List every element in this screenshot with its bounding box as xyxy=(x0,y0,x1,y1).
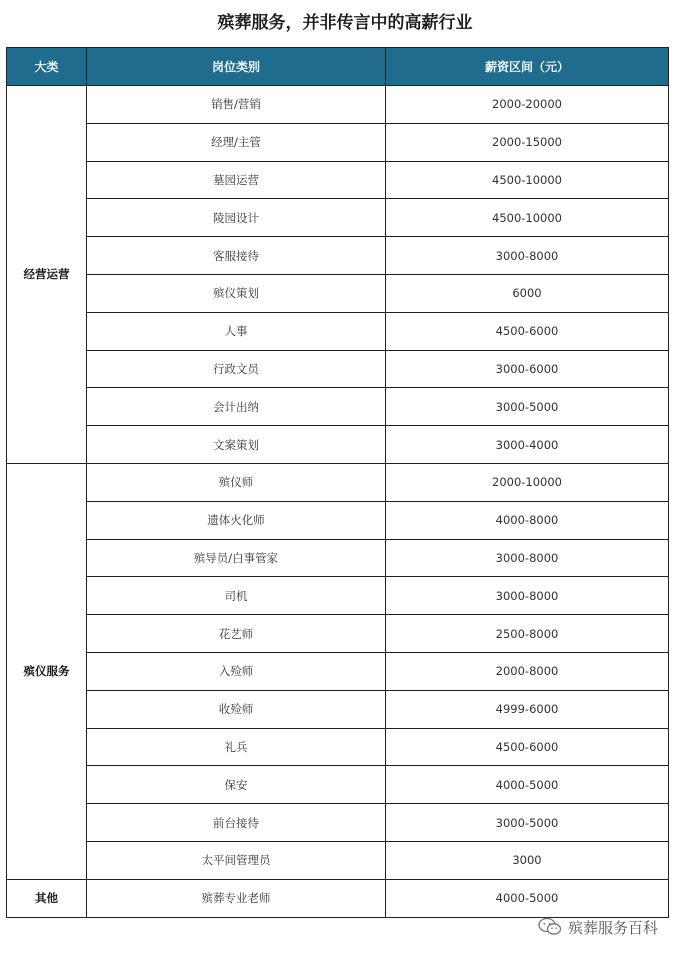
salary-cell: 3000-5000 xyxy=(386,804,669,842)
position-cell: 殡仪师 xyxy=(87,463,386,501)
salary-cell: 4000-5000 xyxy=(386,766,669,804)
salary-cell: 2500-8000 xyxy=(386,615,669,653)
table-header-row xyxy=(7,48,669,86)
table-row xyxy=(7,652,669,690)
salary-cell: 3000-8000 xyxy=(386,539,669,577)
table-row xyxy=(7,199,669,237)
table-row xyxy=(7,728,669,766)
salary-cell: 2000-20000 xyxy=(386,86,669,124)
salary-cell: 3000-8000 xyxy=(386,577,669,615)
position-cell: 会计出纳 xyxy=(87,388,386,426)
table-row xyxy=(7,426,669,464)
position-cell: 文案策划 xyxy=(87,426,386,464)
table-row xyxy=(7,350,669,388)
position-cell: 人事 xyxy=(87,312,386,350)
header-salary: 薪资区间（元） xyxy=(386,48,669,86)
position-cell: 殡葬专业老师 xyxy=(87,879,386,917)
table-row xyxy=(7,312,669,350)
table-row xyxy=(7,274,669,312)
salary-cell: 3000-5000 xyxy=(386,388,669,426)
position-cell: 陵园设计 xyxy=(87,199,386,237)
salary-cell: 3000-8000 xyxy=(386,237,669,275)
salary-cell: 4000-5000 xyxy=(386,879,669,917)
table-row xyxy=(7,690,669,728)
table-row xyxy=(7,463,669,501)
salary-cell: 3000 xyxy=(386,841,669,879)
position-cell: 殡导员/白事管家 xyxy=(87,539,386,577)
position-cell: 遗体火化师 xyxy=(87,501,386,539)
salary-cell: 4500-10000 xyxy=(386,199,669,237)
salary-cell: 2000-10000 xyxy=(386,463,669,501)
salary-table xyxy=(6,47,669,918)
table-body xyxy=(7,86,669,918)
salary-cell: 3000-4000 xyxy=(386,426,669,464)
position-cell: 客服接待 xyxy=(87,237,386,275)
category-cell: 其他 xyxy=(7,879,87,917)
position-cell: 入殓师 xyxy=(87,652,386,690)
salary-cell: 4000-8000 xyxy=(386,501,669,539)
salary-cell: 2000-8000 xyxy=(386,652,669,690)
position-cell: 礼兵 xyxy=(87,728,386,766)
table-row xyxy=(7,577,669,615)
watermark xyxy=(538,916,658,938)
table-row xyxy=(7,86,669,124)
salary-cell: 6000 xyxy=(386,274,669,312)
position-cell: 经理/主管 xyxy=(87,123,386,161)
position-cell: 保安 xyxy=(87,766,386,804)
table-row xyxy=(7,804,669,842)
position-cell: 司机 xyxy=(87,577,386,615)
salary-cell: 4999-6000 xyxy=(386,690,669,728)
table-row xyxy=(7,388,669,426)
header-position: 岗位类别 xyxy=(87,48,386,86)
table-row xyxy=(7,161,669,199)
position-cell: 殡仪策划 xyxy=(87,274,386,312)
header-category: 大类 xyxy=(7,48,87,86)
table-row xyxy=(7,879,669,917)
salary-cell: 4500-6000 xyxy=(386,728,669,766)
position-cell: 前台接待 xyxy=(87,804,386,842)
table-row xyxy=(7,615,669,653)
watermark-text: 殡葬服务百科 xyxy=(568,918,659,937)
position-cell: 行政文员 xyxy=(87,350,386,388)
table-row xyxy=(7,766,669,804)
salary-cell: 4500-10000 xyxy=(386,161,669,199)
position-cell: 墓园运营 xyxy=(87,161,386,199)
table-row xyxy=(7,123,669,161)
salary-cell: 2000-15000 xyxy=(386,123,669,161)
position-cell: 销售/营销 xyxy=(87,86,386,124)
salary-cell: 4500-6000 xyxy=(386,312,669,350)
category-cell: 殡仪服务 xyxy=(7,463,87,879)
position-cell: 花艺师 xyxy=(87,615,386,653)
position-cell: 收殓师 xyxy=(87,690,386,728)
position-cell: 太平间管理员 xyxy=(87,841,386,879)
page-title: 殡葬服务，并非传言中的高薪行业 xyxy=(217,13,473,33)
table-row xyxy=(7,501,669,539)
table-row xyxy=(7,841,669,879)
salary-cell: 3000-6000 xyxy=(386,350,669,388)
table-row xyxy=(7,539,669,577)
category-cell: 经营运营 xyxy=(7,86,87,464)
table-row xyxy=(7,237,669,275)
wechat-icon xyxy=(538,917,562,937)
